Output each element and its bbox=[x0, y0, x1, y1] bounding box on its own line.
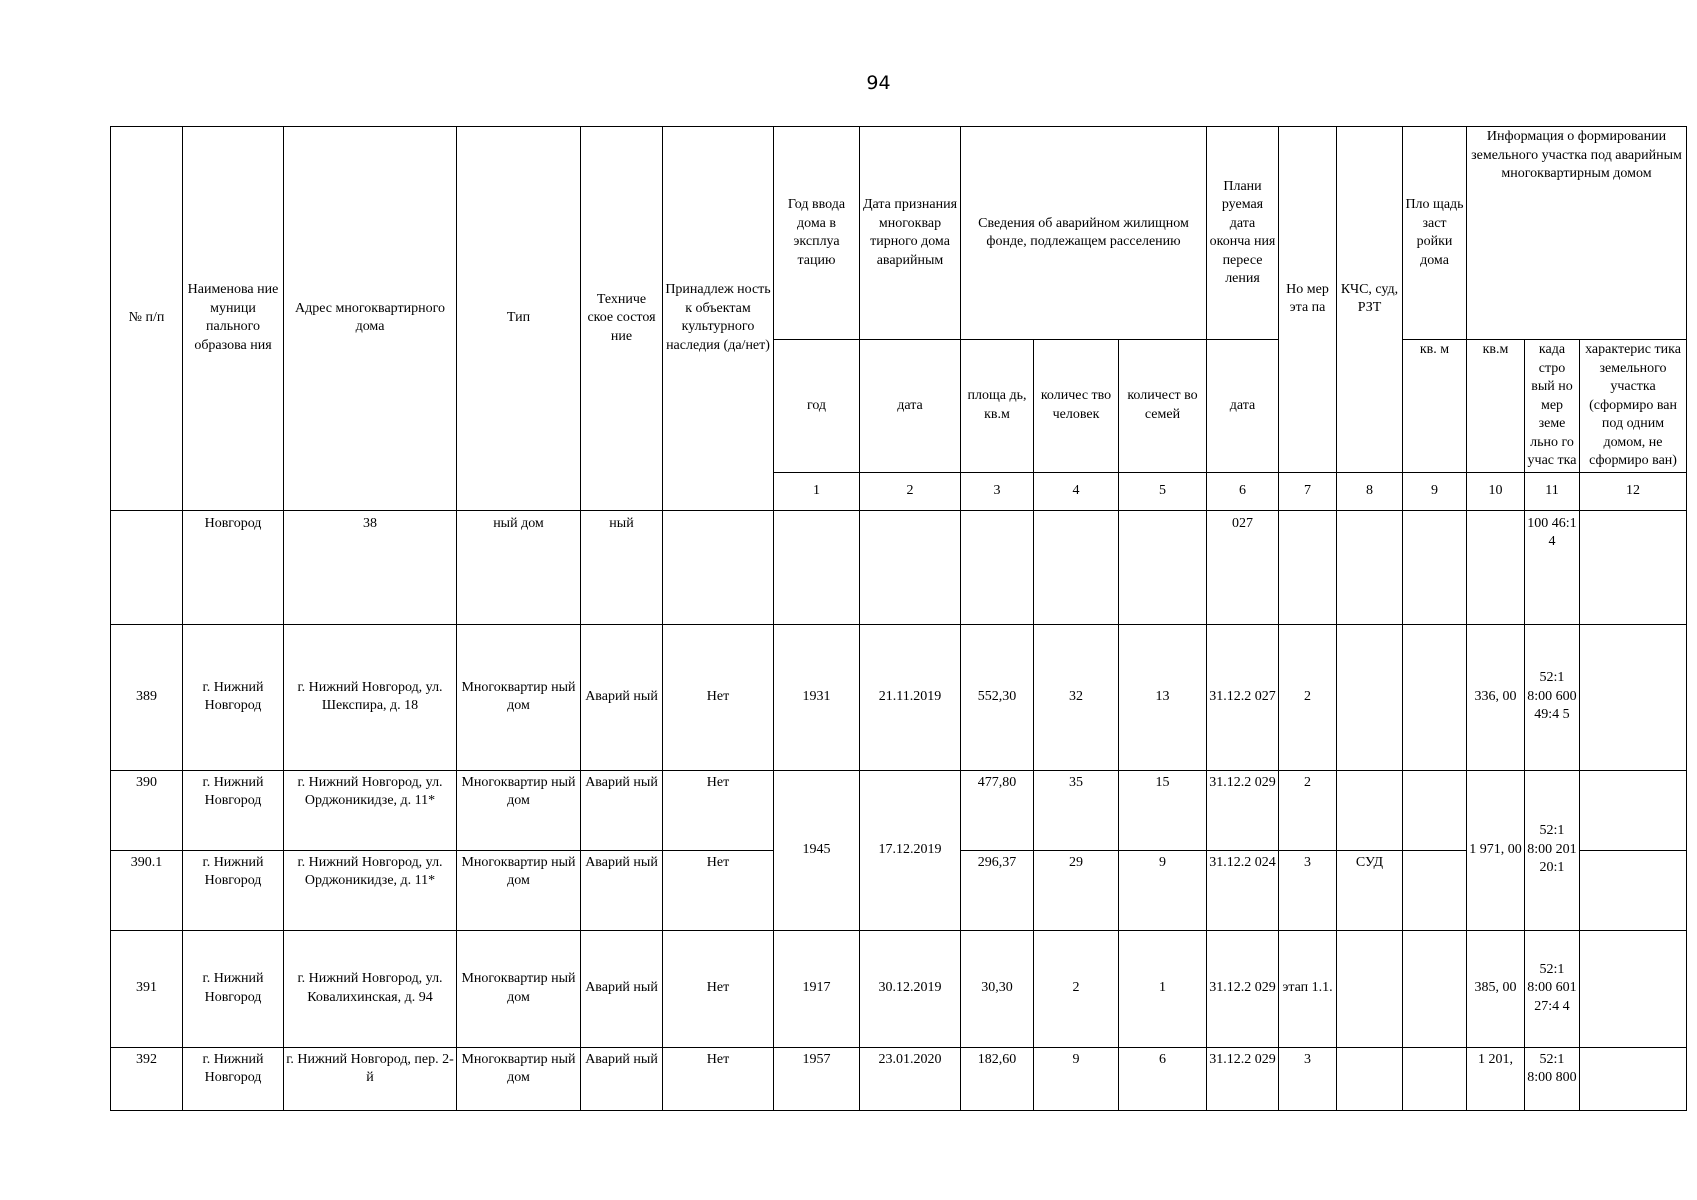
cell-land-characteristic bbox=[1580, 930, 1687, 1047]
cell-num: 391 bbox=[111, 930, 183, 1047]
cell-date: 30.12.2019 bbox=[860, 930, 961, 1047]
cell-type: Многоквартир ный дом bbox=[457, 770, 581, 850]
col-header-municipality: Наименова ние муници пального образова ния bbox=[183, 127, 284, 511]
cell-land-area: 1 971, 00 bbox=[1467, 770, 1525, 930]
cell-num: 390 bbox=[111, 770, 183, 850]
column-number: 1 bbox=[774, 472, 860, 510]
cell-cadastral: 52:1 8:00 600 49:4 5 bbox=[1525, 624, 1580, 770]
col-header-address: Адрес многоквартирного дома bbox=[284, 127, 457, 511]
table-row bbox=[111, 624, 1687, 770]
cell-num: 390.1 bbox=[111, 850, 183, 930]
table-row bbox=[111, 770, 1687, 850]
table-row bbox=[111, 930, 1687, 1047]
cell-area: 182,60 bbox=[961, 1047, 1034, 1110]
cell-address: г. Нижний Новгород, ул. Орджоникидзе, д. 11* bbox=[284, 850, 457, 930]
col-header-type: Тип bbox=[457, 127, 581, 511]
column-number: 11 bbox=[1525, 472, 1580, 510]
cell-building-area bbox=[1403, 850, 1467, 930]
cell-area: 552,30 bbox=[961, 624, 1034, 770]
cell-stage: 3 bbox=[1279, 1047, 1337, 1110]
col-header-num: № п/п bbox=[111, 127, 183, 511]
cell-type: Многоквартир ный дом bbox=[457, 1047, 581, 1110]
col-header-land-info: Информация о формировании земельного участка под аварийным многоквартирным домом bbox=[1467, 127, 1687, 340]
cell-land-area: 1 201, bbox=[1467, 1047, 1525, 1110]
col-header-building-area: Пло щадь заст ройки дома bbox=[1403, 127, 1467, 340]
cell-state: Аварий ный bbox=[581, 624, 663, 770]
cell-heritage: Нет bbox=[663, 770, 774, 850]
cell-cadastral: 52:1 8:00 201 20:1 bbox=[1525, 770, 1580, 930]
cell-land-area bbox=[1467, 510, 1525, 624]
cell-area: 296,37 bbox=[961, 850, 1034, 930]
cell-address: г. Нижний Новгород, пер. 2-й bbox=[284, 1047, 457, 1110]
cell-families bbox=[1119, 510, 1207, 624]
cell-state: Аварий ный bbox=[581, 850, 663, 930]
cell-municipality: г. Нижний Новгород bbox=[183, 850, 284, 930]
col-header-state: Техниче ское состоя ние bbox=[581, 127, 663, 511]
cell-resettle-date: 027 bbox=[1207, 510, 1279, 624]
cell-people: 2 bbox=[1034, 930, 1119, 1047]
cell-area bbox=[961, 510, 1034, 624]
cell-address: г. Нижний Новгород, ул. Орджоникидзе, д. 11* bbox=[284, 770, 457, 850]
cell-address: г. Нижний Новгород, ул. Шекспира, д. 18 bbox=[284, 624, 457, 770]
cell-date: 21.11.2019 bbox=[860, 624, 961, 770]
cell-building-area bbox=[1403, 770, 1467, 850]
cell-heritage: Нет bbox=[663, 624, 774, 770]
cell-land-characteristic bbox=[1580, 510, 1687, 624]
column-number: 2 bbox=[860, 472, 961, 510]
column-number: 4 bbox=[1034, 472, 1119, 510]
cell-people: 9 bbox=[1034, 1047, 1119, 1110]
cell-area: 30,30 bbox=[961, 930, 1034, 1047]
cell-num bbox=[111, 510, 183, 624]
cell-address: г. Нижний Новгород, ул. Ковалихинская, д. 94 bbox=[284, 930, 457, 1047]
table-row bbox=[111, 1047, 1687, 1110]
cell-municipality: г. Нижний Новгород bbox=[183, 1047, 284, 1110]
cell-type: Многоквартир ный дом bbox=[457, 930, 581, 1047]
cell-land-characteristic bbox=[1580, 1047, 1687, 1110]
cell-stage: 2 bbox=[1279, 624, 1337, 770]
cell-families: 13 bbox=[1119, 624, 1207, 770]
cell-kchs bbox=[1337, 770, 1403, 850]
cell-stage: 3 bbox=[1279, 850, 1337, 930]
cell-stage bbox=[1279, 510, 1337, 624]
cell-municipality: г. Нижний Новгород bbox=[183, 624, 284, 770]
subheader-year: год bbox=[774, 340, 860, 473]
cell-state: ный bbox=[581, 510, 663, 624]
cell-kchs bbox=[1337, 624, 1403, 770]
cell-type: ный дом bbox=[457, 510, 581, 624]
cell-people: 29 bbox=[1034, 850, 1119, 930]
subheader-resettle-date: дата bbox=[1207, 340, 1279, 473]
cell-kchs: СУД bbox=[1337, 850, 1403, 930]
cell-year: 1917 bbox=[774, 930, 860, 1047]
cell-resettle-date: 31.12.2 027 bbox=[1207, 624, 1279, 770]
cell-people: 32 bbox=[1034, 624, 1119, 770]
cell-kchs bbox=[1337, 930, 1403, 1047]
cell-state: Аварий ный bbox=[581, 930, 663, 1047]
cell-cadastral: 100 46:1 4 bbox=[1525, 510, 1580, 624]
column-number: 5 bbox=[1119, 472, 1207, 510]
col-header-stage: Но мер эта па bbox=[1279, 127, 1337, 473]
cell-year: 1945 bbox=[774, 770, 860, 930]
cell-stage: этап 1.1. bbox=[1279, 930, 1337, 1047]
col-header-heritage: Принадлеж ность к объектам культурного наследия (да/нет) bbox=[663, 127, 774, 511]
cell-families: 6 bbox=[1119, 1047, 1207, 1110]
cell-people: 35 bbox=[1034, 770, 1119, 850]
cell-municipality: г. Нижний Новгород bbox=[183, 770, 284, 850]
cell-state: Аварий ный bbox=[581, 770, 663, 850]
cell-stage: 2 bbox=[1279, 770, 1337, 850]
column-number: 9 bbox=[1403, 472, 1467, 510]
cell-type: Многоквартир ный дом bbox=[457, 850, 581, 930]
col-header-kchs: КЧС, суд, РЗТ bbox=[1337, 127, 1403, 473]
cell-families: 15 bbox=[1119, 770, 1207, 850]
cell-heritage bbox=[663, 510, 774, 624]
subheader-area: площа дь, кв.м bbox=[961, 340, 1034, 473]
column-number: 3 bbox=[961, 472, 1034, 510]
col-header-recognition-date: Дата признания многоквар тирного дома аварийным bbox=[860, 127, 961, 340]
cell-building-area bbox=[1403, 510, 1467, 624]
cell-cadastral: 52:1 8:00 800 bbox=[1525, 1047, 1580, 1110]
cell-kchs bbox=[1337, 1047, 1403, 1110]
cell-people bbox=[1034, 510, 1119, 624]
cell-municipality: Новгород bbox=[183, 510, 284, 624]
cell-kchs bbox=[1337, 510, 1403, 624]
cell-num: 392 bbox=[111, 1047, 183, 1110]
subheader-building-area-unit: кв. м bbox=[1403, 340, 1467, 473]
cell-resettle-date: 31.12.2 024 bbox=[1207, 850, 1279, 930]
col-header-land-characteristic: характерис тика земельного участка (сформиро ван под одним домом, не сформиро ван) bbox=[1580, 340, 1687, 473]
cell-address: 38 bbox=[284, 510, 457, 624]
column-number: 10 bbox=[1467, 472, 1525, 510]
cell-municipality: г. Нижний Новгород bbox=[183, 930, 284, 1047]
cell-land-characteristic bbox=[1580, 624, 1687, 770]
cell-building-area bbox=[1403, 1047, 1467, 1110]
column-number: 12 bbox=[1580, 472, 1687, 510]
cell-type: Многоквартир ный дом bbox=[457, 624, 581, 770]
cell-heritage: Нет bbox=[663, 930, 774, 1047]
col-header-year: Год ввода дома в эксплуа тацию bbox=[774, 127, 860, 340]
cell-year: 1931 bbox=[774, 624, 860, 770]
cell-land-area: 336, 00 bbox=[1467, 624, 1525, 770]
subheader-families: количест во семей bbox=[1119, 340, 1207, 473]
cell-date bbox=[860, 510, 961, 624]
cell-cadastral: 52:1 8:00 601 27:4 4 bbox=[1525, 930, 1580, 1047]
cell-building-area bbox=[1403, 930, 1467, 1047]
table-row-continuation bbox=[111, 510, 1687, 624]
cell-resettle-date: 31.12.2 029 bbox=[1207, 770, 1279, 850]
cell-date: 17.12.2019 bbox=[860, 770, 961, 930]
col-header-resettle-date: Плани руемая дата оконча ния пересе ления bbox=[1207, 127, 1279, 340]
cell-num: 389 bbox=[111, 624, 183, 770]
cell-heritage: Нет bbox=[663, 1047, 774, 1110]
cell-area: 477,80 bbox=[961, 770, 1034, 850]
cell-building-area bbox=[1403, 624, 1467, 770]
cell-resettle-date: 31.12.2 029 bbox=[1207, 930, 1279, 1047]
page-number: 94 bbox=[866, 72, 891, 94]
column-number: 6 bbox=[1207, 472, 1279, 510]
emergency-housing-table bbox=[110, 126, 1687, 1111]
cell-land-characteristic bbox=[1580, 770, 1687, 850]
subheader-date: дата bbox=[860, 340, 961, 473]
col-header-housing-info: Сведения об аварийном жилищном фонде, подлежащем расселению bbox=[961, 127, 1207, 340]
cell-year bbox=[774, 510, 860, 624]
cell-state: Аварий ный bbox=[581, 1047, 663, 1110]
subheader-land-area-unit: кв.м bbox=[1467, 340, 1525, 473]
column-number: 7 bbox=[1279, 472, 1337, 510]
cell-date: 23.01.2020 bbox=[860, 1047, 961, 1110]
cell-families: 1 bbox=[1119, 930, 1207, 1047]
cell-land-area: 385, 00 bbox=[1467, 930, 1525, 1047]
cell-year: 1957 bbox=[774, 1047, 860, 1110]
column-number: 8 bbox=[1337, 472, 1403, 510]
cell-heritage: Нет bbox=[663, 850, 774, 930]
col-header-cadastral: када стро вый но мер земе льно го учас тка bbox=[1525, 340, 1580, 473]
subheader-people: количес тво человек bbox=[1034, 340, 1119, 473]
cell-land-characteristic bbox=[1580, 850, 1687, 930]
cell-families: 9 bbox=[1119, 850, 1207, 930]
cell-resettle-date: 31.12.2 029 bbox=[1207, 1047, 1279, 1110]
